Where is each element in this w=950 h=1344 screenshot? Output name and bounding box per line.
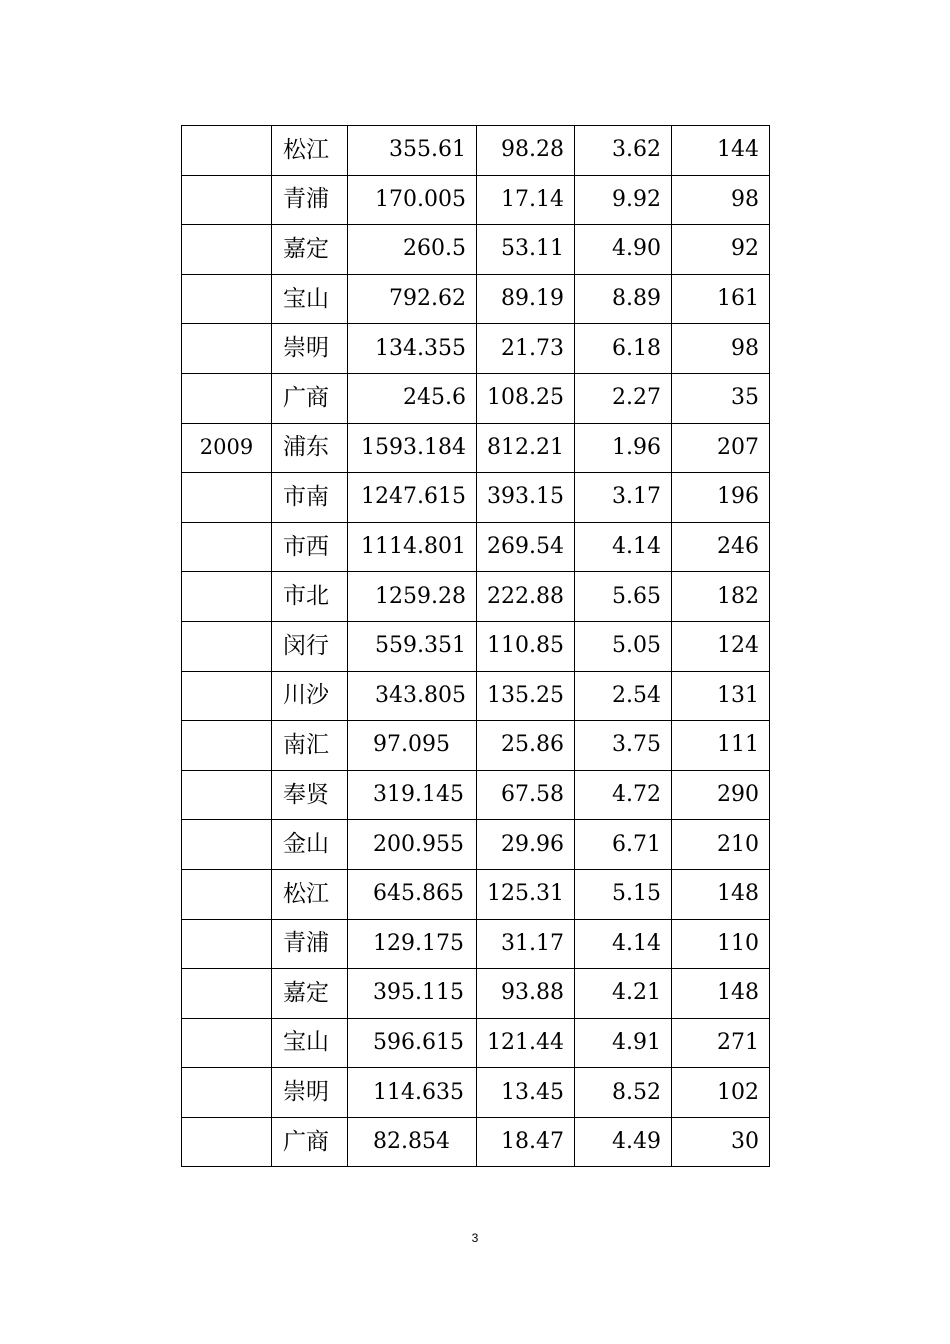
value-cell: 9.92 bbox=[575, 175, 672, 225]
year-cell bbox=[182, 373, 272, 423]
value-cell: 196 bbox=[672, 473, 770, 523]
year-cell: 2009 bbox=[182, 423, 272, 473]
district-cell: 广商 bbox=[272, 1117, 348, 1167]
value-cell: 25.86 bbox=[477, 721, 575, 771]
value-cell: 1247.615 bbox=[348, 473, 477, 523]
year-cell bbox=[182, 869, 272, 919]
value-cell: 4.14 bbox=[575, 919, 672, 969]
district-cell: 青浦 bbox=[272, 175, 348, 225]
year-cell bbox=[182, 522, 272, 572]
value-cell: 182 bbox=[672, 572, 770, 622]
table-row bbox=[182, 1068, 770, 1118]
value-cell: 108.25 bbox=[477, 373, 575, 423]
year-cell bbox=[182, 473, 272, 523]
value-cell: 2.54 bbox=[575, 671, 672, 721]
district-cell: 嘉定 bbox=[272, 225, 348, 275]
table-row bbox=[182, 721, 770, 771]
year-cell bbox=[182, 969, 272, 1019]
year-cell bbox=[182, 126, 272, 176]
value-cell: 792.62 bbox=[348, 274, 477, 324]
year-cell bbox=[182, 770, 272, 820]
value-cell: 98.28 bbox=[477, 126, 575, 176]
value-cell: 596.615 bbox=[348, 1018, 477, 1068]
table-row bbox=[182, 572, 770, 622]
value-cell: 1259.28 bbox=[348, 572, 477, 622]
year-cell bbox=[182, 621, 272, 671]
value-cell: 3.17 bbox=[575, 473, 672, 523]
data-table bbox=[181, 125, 770, 1167]
year-cell bbox=[182, 324, 272, 374]
value-cell: 110.85 bbox=[477, 621, 575, 671]
value-cell: 111 bbox=[672, 721, 770, 771]
value-cell: 645.865 bbox=[348, 869, 477, 919]
year-cell bbox=[182, 225, 272, 275]
year-cell bbox=[182, 919, 272, 969]
value-cell: 4.21 bbox=[575, 969, 672, 1019]
value-cell: 148 bbox=[672, 869, 770, 919]
value-cell: 17.14 bbox=[477, 175, 575, 225]
value-cell: 200.955 bbox=[348, 820, 477, 870]
district-cell: 松江 bbox=[272, 126, 348, 176]
value-cell: 2.27 bbox=[575, 373, 672, 423]
value-cell: 4.90 bbox=[575, 225, 672, 275]
value-cell: 135.25 bbox=[477, 671, 575, 721]
district-cell: 闵行 bbox=[272, 621, 348, 671]
value-cell: 134.355 bbox=[348, 324, 477, 374]
value-cell: 4.72 bbox=[575, 770, 672, 820]
value-cell: 245.6 bbox=[348, 373, 477, 423]
table-row bbox=[182, 621, 770, 671]
table-row bbox=[182, 522, 770, 572]
table-row bbox=[182, 820, 770, 870]
table-row bbox=[182, 274, 770, 324]
value-cell: 4.91 bbox=[575, 1018, 672, 1068]
district-cell: 嘉定 bbox=[272, 969, 348, 1019]
value-cell: 393.15 bbox=[477, 473, 575, 523]
value-cell: 89.19 bbox=[477, 274, 575, 324]
year-cell bbox=[182, 274, 272, 324]
table-row bbox=[182, 373, 770, 423]
value-cell: 31.17 bbox=[477, 919, 575, 969]
value-cell: 246 bbox=[672, 522, 770, 572]
value-cell: 1.96 bbox=[575, 423, 672, 473]
value-cell: 124 bbox=[672, 621, 770, 671]
value-cell: 29.96 bbox=[477, 820, 575, 870]
district-cell: 宝山 bbox=[272, 1018, 348, 1068]
district-cell: 松江 bbox=[272, 869, 348, 919]
value-cell: 53.11 bbox=[477, 225, 575, 275]
value-cell: 110 bbox=[672, 919, 770, 969]
table-row bbox=[182, 671, 770, 721]
value-cell: 8.52 bbox=[575, 1068, 672, 1118]
value-cell: 161 bbox=[672, 274, 770, 324]
district-cell: 崇明 bbox=[272, 324, 348, 374]
value-cell: 6.71 bbox=[575, 820, 672, 870]
value-cell: 131 bbox=[672, 671, 770, 721]
table-row bbox=[182, 175, 770, 225]
value-cell: 210 bbox=[672, 820, 770, 870]
district-cell: 市南 bbox=[272, 473, 348, 523]
value-cell: 13.45 bbox=[477, 1068, 575, 1118]
value-cell: 3.62 bbox=[575, 126, 672, 176]
year-cell bbox=[182, 572, 272, 622]
value-cell: 129.175 bbox=[348, 919, 477, 969]
year-cell bbox=[182, 1117, 272, 1167]
table-row bbox=[182, 126, 770, 176]
value-cell: 8.89 bbox=[575, 274, 672, 324]
table-row bbox=[182, 770, 770, 820]
value-cell: 35 bbox=[672, 373, 770, 423]
district-cell: 南汇 bbox=[272, 721, 348, 771]
table-row bbox=[182, 1018, 770, 1068]
value-cell: 395.115 bbox=[348, 969, 477, 1019]
table-row bbox=[182, 423, 770, 473]
page-number: 3 bbox=[471, 1231, 479, 1245]
table-row bbox=[182, 969, 770, 1019]
value-cell: 144 bbox=[672, 126, 770, 176]
value-cell: 355.61 bbox=[348, 126, 477, 176]
year-cell bbox=[182, 1068, 272, 1118]
value-cell: 97.095 bbox=[348, 721, 477, 771]
district-cell: 金山 bbox=[272, 820, 348, 870]
value-cell: 92 bbox=[672, 225, 770, 275]
value-cell: 4.49 bbox=[575, 1117, 672, 1167]
value-cell: 82.854 bbox=[348, 1117, 477, 1167]
district-cell: 川沙 bbox=[272, 671, 348, 721]
value-cell: 18.47 bbox=[477, 1117, 575, 1167]
value-cell: 222.88 bbox=[477, 572, 575, 622]
value-cell: 67.58 bbox=[477, 770, 575, 820]
value-cell: 98 bbox=[672, 175, 770, 225]
value-cell: 343.805 bbox=[348, 671, 477, 721]
value-cell: 93.88 bbox=[477, 969, 575, 1019]
district-cell: 奉贤 bbox=[272, 770, 348, 820]
value-cell: 559.351 bbox=[348, 621, 477, 671]
value-cell: 290 bbox=[672, 770, 770, 820]
value-cell: 121.44 bbox=[477, 1018, 575, 1068]
value-cell: 6.18 bbox=[575, 324, 672, 374]
value-cell: 30 bbox=[672, 1117, 770, 1167]
value-cell: 271 bbox=[672, 1018, 770, 1068]
value-cell: 812.21 bbox=[477, 423, 575, 473]
year-cell bbox=[182, 175, 272, 225]
table-body bbox=[182, 126, 770, 1167]
table-row bbox=[182, 1117, 770, 1167]
table-row bbox=[182, 869, 770, 919]
value-cell: 269.54 bbox=[477, 522, 575, 572]
value-cell: 170.005 bbox=[348, 175, 477, 225]
value-cell: 1114.801 bbox=[348, 522, 477, 572]
value-cell: 319.145 bbox=[348, 770, 477, 820]
district-cell: 广商 bbox=[272, 373, 348, 423]
table-row bbox=[182, 473, 770, 523]
value-cell: 102 bbox=[672, 1068, 770, 1118]
table-row bbox=[182, 324, 770, 374]
value-cell: 1593.184 bbox=[348, 423, 477, 473]
year-cell bbox=[182, 1018, 272, 1068]
value-cell: 114.635 bbox=[348, 1068, 477, 1118]
value-cell: 98 bbox=[672, 324, 770, 374]
table-row bbox=[182, 225, 770, 275]
value-cell: 4.14 bbox=[575, 522, 672, 572]
value-cell: 5.15 bbox=[575, 869, 672, 919]
value-cell: 207 bbox=[672, 423, 770, 473]
value-cell: 125.31 bbox=[477, 869, 575, 919]
year-cell bbox=[182, 671, 272, 721]
district-cell: 宝山 bbox=[272, 274, 348, 324]
year-cell bbox=[182, 721, 272, 771]
table-row bbox=[182, 919, 770, 969]
value-cell: 5.05 bbox=[575, 621, 672, 671]
value-cell: 5.65 bbox=[575, 572, 672, 622]
value-cell: 260.5 bbox=[348, 225, 477, 275]
district-cell: 崇明 bbox=[272, 1068, 348, 1118]
value-cell: 21.73 bbox=[477, 324, 575, 374]
district-cell: 青浦 bbox=[272, 919, 348, 969]
district-cell: 市北 bbox=[272, 572, 348, 622]
value-cell: 148 bbox=[672, 969, 770, 1019]
year-cell bbox=[182, 820, 272, 870]
district-cell: 市西 bbox=[272, 522, 348, 572]
value-cell: 3.75 bbox=[575, 721, 672, 771]
district-cell: 浦东 bbox=[272, 423, 348, 473]
